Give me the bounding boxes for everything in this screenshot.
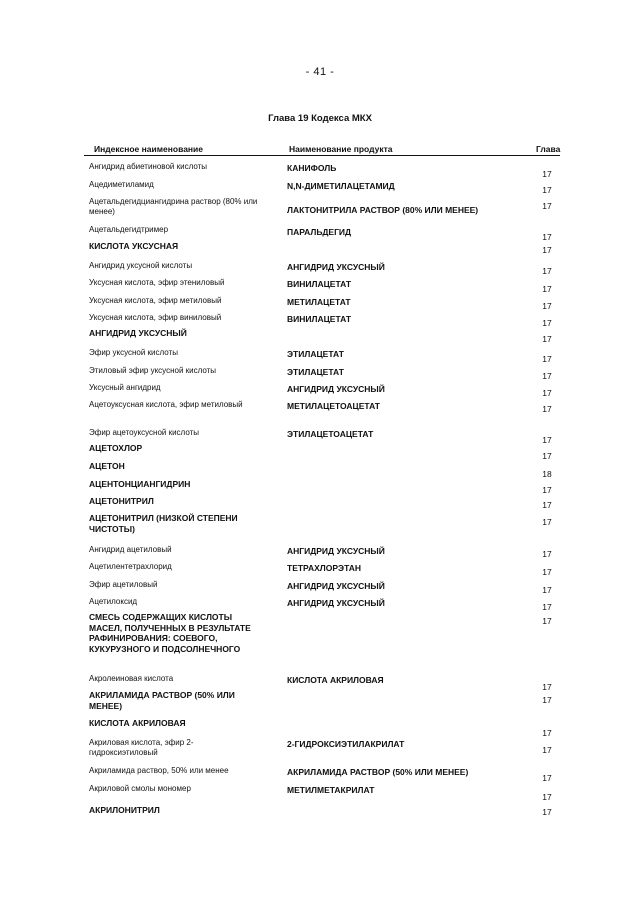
chapter-cell: 18	[542, 469, 552, 479]
product-name-cell: КИСЛОТА АКРИЛОВАЯ	[287, 675, 384, 685]
page-title: Глава 19 Кодекса МКХ	[268, 113, 372, 124]
product-name-cell: ЭТИЛАЦЕТАТ	[287, 367, 344, 377]
chapter-cell: 17	[542, 585, 552, 595]
product-name-cell: ТЕТРАХЛОРЭТАН	[287, 563, 362, 573]
chapter-cell: 17	[542, 745, 552, 755]
index-name-cell: Акриламида раствор, 50% или менее	[89, 766, 229, 775]
product-name-cell: N,N-ДИМЕТИЛАЦЕТАМИД	[287, 181, 395, 191]
index-name-cell: АЦЕТОХЛОР	[89, 443, 143, 453]
index-name-cell: АКРИЛОНИТРИЛ	[89, 805, 160, 815]
index-name-cell: Уксусная кислота, эфир виниловый	[89, 313, 222, 322]
chapter-cell: 17	[542, 404, 552, 414]
header-rule	[84, 155, 560, 156]
product-name-cell: АКРИЛАМИДА РАСТВОР (50% ИЛИ МЕНЕЕ)	[287, 767, 469, 777]
index-name-cell: АНГИДРИД УКСУСНЫЙ	[89, 328, 187, 338]
header-index-name: Индексное наименование	[94, 144, 204, 154]
index-name-cell: Уксусная кислота, эфир этениловый	[89, 278, 225, 287]
chapter-cell: 17	[542, 807, 552, 817]
index-name-cell: Ацетилентетрахлорид	[89, 562, 172, 571]
product-name-cell: АНГИДРИД УКСУСНЫЙ	[287, 546, 385, 556]
chapter-cell: 17	[542, 318, 552, 328]
chapter-cell: 17	[542, 435, 552, 445]
chapter-cell: 17	[542, 169, 552, 179]
index-name-cell: Этиловый эфир уксусной кислоты	[89, 366, 217, 375]
product-name-cell: ПАРАЛЬДЕГИД	[287, 227, 352, 237]
chapter-cell: 17	[542, 185, 552, 195]
chapter-cell: 17	[542, 616, 552, 626]
chapter-cell: 17	[542, 451, 552, 461]
page-number: - 41 -	[305, 66, 335, 78]
chapter-cell: 17	[542, 388, 552, 398]
chapter-cell: 17	[542, 334, 552, 344]
header-product-name: Наименование продукта	[289, 144, 393, 154]
product-name-cell: 2-ГИДРОКСИЭТИЛАКРИЛАТ	[287, 739, 405, 749]
index-name-cell: АЦЕНТОНЦИАНГИДРИН	[89, 479, 191, 489]
index-name-cell: Уксусный ангидрид	[89, 383, 161, 392]
product-name-cell: МЕТИЛАЦЕТОАЦЕТАТ	[287, 401, 380, 411]
index-name-cell: Ацетилоксид	[89, 597, 138, 606]
index-name-cell: Акриловой смолы мономер	[89, 784, 191, 793]
product-name-cell: МЕТИЛМЕТАКРИЛАТ	[287, 785, 375, 795]
index-name-cell: Эфир ацетиловый	[89, 580, 158, 589]
index-name-cell: Ацетальдегидциангидрина раствор (80% или менее)	[89, 197, 258, 216]
header-chapter: Глава	[536, 144, 561, 154]
index-name-cell: Ангидрид ацетиловый	[89, 545, 172, 554]
index-name-cell: АЦЕТОН	[89, 461, 125, 471]
chapter-cell: 17	[542, 792, 552, 802]
chapter-cell: 17	[542, 602, 552, 612]
product-name-cell: ВИНИЛАЦЕТАТ	[287, 314, 352, 324]
index-name-cell: АКРИЛАМИДА РАСТВОР (50% ИЛИ МЕНЕЕ)	[89, 690, 235, 711]
index-name-cell: КИСЛОТА УКСУСНАЯ	[89, 241, 179, 251]
product-name-cell: ЛАКТОНИТРИЛА РАСТВОР (80% ИЛИ МЕНЕЕ)	[287, 205, 479, 215]
index-name-cell: АЦЕТОНИТРИЛ	[89, 496, 154, 506]
index-name-cell: Ацетоуксусная кислота, эфир метиловый	[89, 400, 243, 409]
index-name-cell: Уксусная кислота, эфир метиловый	[89, 296, 222, 305]
chapter-cell: 17	[542, 371, 552, 381]
index-name-cell: СМЕСЬ СОДЕРЖАЩИХ КИСЛОТЫ МАСЕЛ, ПОЛУЧЕННЫХ В РЕЗУЛЬТАТЕ РАФИНИРОВАНИЯ: СОЕВОГО, КУКУРУЗНОГО И ПОДСОЛНЕЧНОГО	[89, 612, 251, 654]
product-name-cell: ЭТИЛАЦЕТАТ	[287, 349, 344, 359]
chapter-cell: 17	[542, 695, 552, 705]
chapter-cell: 17	[542, 201, 552, 211]
chapter-cell: 17	[542, 301, 552, 311]
index-name-cell: АЦЕТОНИТРИЛ (НИЗКОЙ СТЕПЕНИ ЧИСТОТЫ)	[89, 513, 238, 534]
chapter-cell: 17	[542, 728, 552, 738]
product-name-cell: АНГИДРИД УКСУСНЫЙ	[287, 581, 385, 591]
index-name-cell: Ангидрид уксусной кислоты	[89, 261, 193, 270]
chapter-cell: 17	[542, 549, 552, 559]
index-name-cell: Ангидрид абиетиновой кислоты	[89, 162, 208, 171]
product-name-cell: АНГИДРИД УКСУСНЫЙ	[287, 384, 385, 394]
index-name-cell: КИСЛОТА АКРИЛОВАЯ	[89, 718, 186, 728]
product-name-cell: ВИНИЛАЦЕТАТ	[287, 279, 352, 289]
chapter-cell: 17	[542, 485, 552, 495]
chapter-cell: 17	[542, 266, 552, 276]
index-name-cell: Акролеиновая кислота	[89, 674, 174, 683]
chapter-cell: 17	[542, 232, 552, 242]
chapter-cell: 17	[542, 284, 552, 294]
product-name-cell: КАНИФОЛЬ	[287, 163, 337, 173]
product-name-cell: АНГИДРИД УКСУСНЫЙ	[287, 262, 385, 272]
chapter-cell: 17	[542, 245, 552, 255]
product-name-cell: ЭТИЛАЦЕТОАЦЕТАТ	[287, 429, 374, 439]
chapter-cell: 17	[542, 354, 552, 364]
chapter-cell: 17	[542, 517, 552, 527]
index-name-cell: Эфир уксусной кислоты	[89, 348, 178, 357]
index-name-cell: Эфир ацетоуксусной кислоты	[89, 428, 200, 437]
chapter-cell: 17	[542, 682, 552, 692]
chapter-cell: 17	[542, 567, 552, 577]
index-name-cell: Ацедиметиламид	[89, 180, 154, 189]
chapter-cell: 17	[542, 773, 552, 783]
chapter-cell: 17	[542, 500, 552, 510]
product-name-cell: АНГИДРИД УКСУСНЫЙ	[287, 598, 385, 608]
index-name-cell: Ацетальдегидтример	[89, 225, 169, 234]
product-name-cell: МЕТИЛАЦЕТАТ	[287, 297, 351, 307]
index-name-cell: Акриловая кислота, эфир 2-гидроксиэтиловый	[89, 738, 194, 757]
